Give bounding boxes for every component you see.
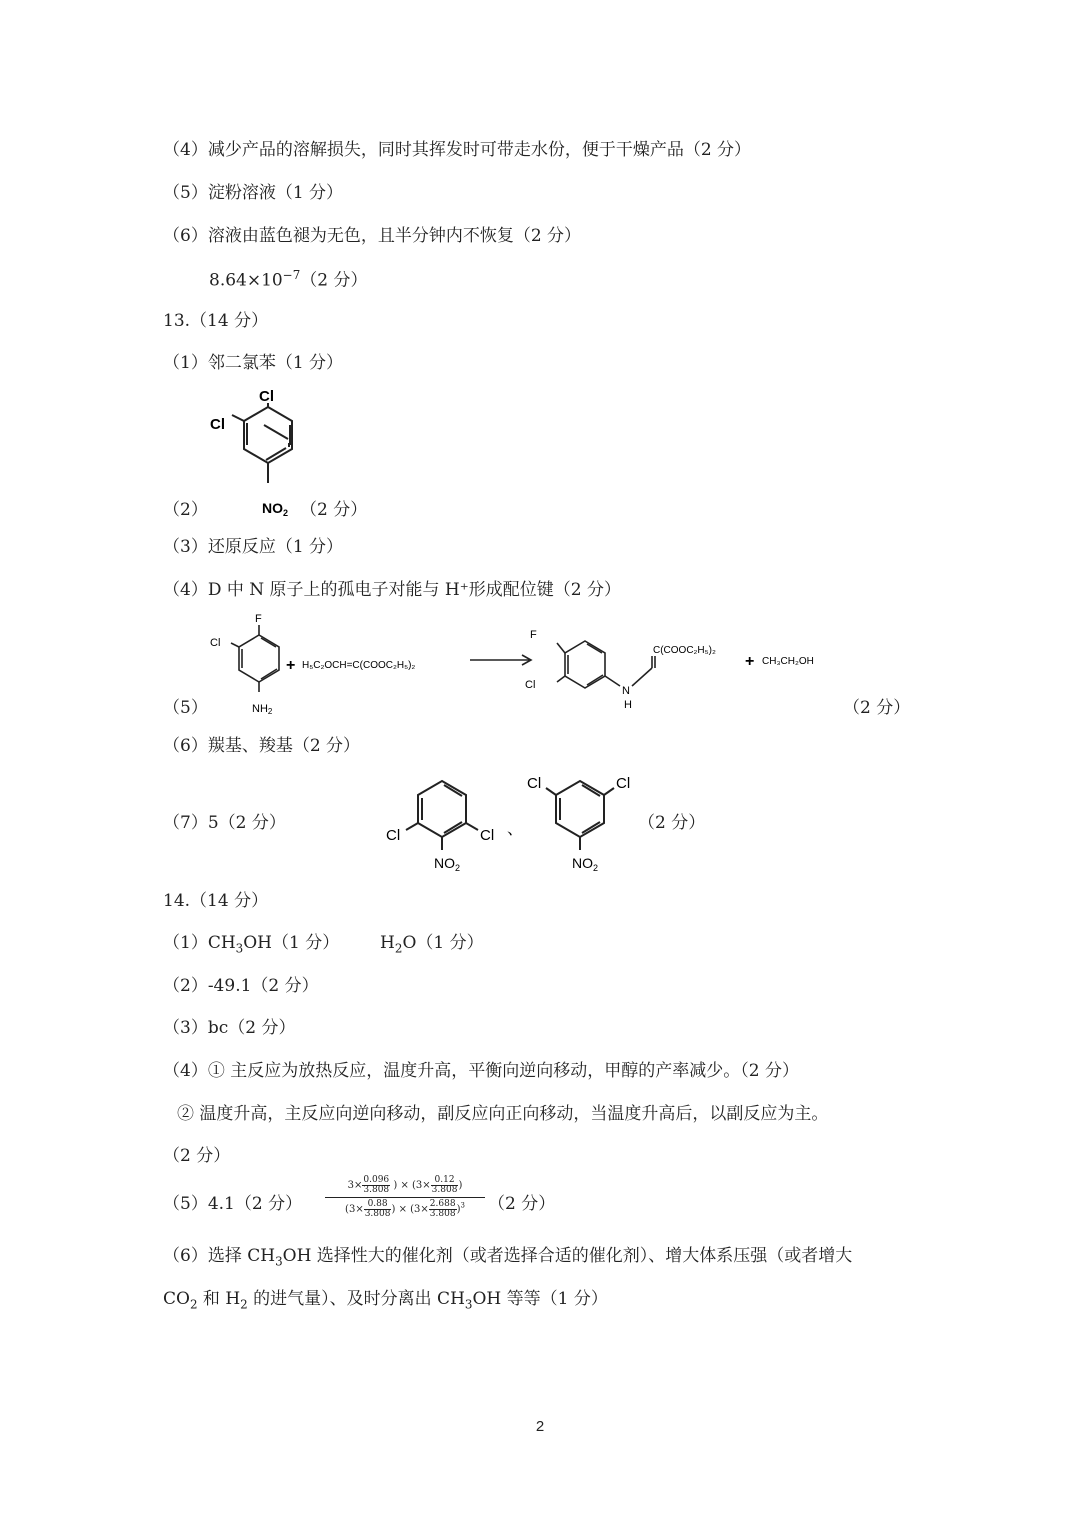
subscript-2: 2 (394, 941, 403, 956)
f-label-reactant: F (255, 613, 262, 625)
cl-label-left: Cl (210, 416, 225, 433)
question-14-header: 14.（14 分） (163, 891, 269, 911)
no2-label: $NO_2$ (262, 500, 289, 518)
answer-13-7-score: （2 分） (638, 813, 706, 833)
answer-14-1 (163, 933, 484, 956)
n-label-product: N (622, 685, 630, 697)
answer-14-4-3: （2 分） (163, 1146, 231, 1166)
cl-label-reactant: Cl (210, 637, 221, 649)
reagent-formula: H₅C₂OCH=C(COOC₂H₅)₂ (302, 660, 416, 671)
fraction-bar (325, 1197, 485, 1198)
answer-13-3: （3）还原反应（1 分） (163, 537, 344, 557)
answer-14-3: （3）bc（2 分） (163, 1018, 296, 1038)
answer-14-5-score: （2 分） (488, 1194, 556, 1214)
isomer2-no2: $NO_2$ (572, 855, 599, 873)
h-label-product: H (624, 699, 632, 711)
ch3oh-part-a: （1）CH (163, 933, 236, 953)
structure-dichloronitrobenzene (200, 385, 310, 520)
isomer2-cl-right: Cl (616, 775, 631, 792)
h2o-part-b: O（1 分） (402, 933, 484, 953)
isomer-structures (380, 768, 640, 876)
product-substituent: C(COOC₂H₅)₂ (653, 645, 716, 656)
h2o-part-a: H (380, 933, 395, 953)
answer-13-1: （1）邻二氯苯（1 分） (163, 353, 344, 373)
answer-12-6-value (209, 268, 368, 291)
answer-13-7: （7）5（2 分） (163, 813, 286, 833)
reaction-scheme (200, 608, 850, 718)
answer-13-5-score: （2 分） (843, 698, 911, 718)
answer-13-4: （4）D 中 N 原子上的孤电子对能与 H⁺形成配位键（2 分） (163, 580, 621, 600)
value-score: （2 分） (300, 270, 368, 291)
ch3oh-part-b: OH（1 分） (243, 933, 340, 953)
answer-13-5-label: （5） (163, 698, 208, 718)
answer-13-2-score: （2 分） (300, 500, 368, 520)
answer-14-2: （2）-49.1（2 分） (163, 976, 319, 996)
answer-12-5: （5）淀粉溶液（1 分） (163, 183, 344, 203)
answer-14-4-1: （4）① 主反应为放热反应，温度升高，平衡向逆向移动，甲醇的产率减少。（2 分） (163, 1061, 799, 1081)
expression-denominator: (3× $\frac{0.88}{3.808}$ ) × (3× $\frac{2.688}{3.808}$ )$^3$ (345, 1199, 465, 1219)
answer-13-2-label: （2） (163, 500, 208, 520)
cl-label-product: Cl (525, 679, 536, 691)
answer-14-5-label: （5）4.1（2 分） (163, 1194, 303, 1214)
answer-13-6: （6）羰基、羧基（2 分） (163, 736, 361, 756)
plus-sign-2: + (745, 653, 755, 670)
value-exponent: −7 (282, 268, 301, 282)
byproduct-formula: CH₃CH₂OH (762, 656, 814, 667)
isomer1-cl-left: Cl (386, 827, 401, 844)
equilibrium-constant-expression (325, 1176, 485, 1219)
answer-14-4-2: ② 温度升高，主反应向逆向移动，副反应向正向移动，当温度升高后，以副反应为主。 (177, 1104, 829, 1124)
nh2-label: NH2 (252, 703, 273, 716)
answer-14-6-line1: （6）选择 $CH_3OH$ 选择性大的催化剂（或者选择合适的催化剂）、增大体系压强（或者增大 (163, 1246, 853, 1269)
isomer-separator: 、 (507, 821, 524, 838)
question-13-header: 13.（14 分） (163, 311, 269, 331)
cl-label-top: Cl (259, 388, 274, 405)
isomer1-cl-right: Cl (480, 827, 495, 844)
page-number: 2 (535, 1418, 545, 1435)
answer-14-6-line2: $CO_2$ 和 $H_2$ 的进气量）、及时分离出 $CH_3OH$ 等等（1 分） (163, 1289, 608, 1312)
expression-numerator: 3× $\frac{0.096}{3.808}$ ) × (3× $\frac{0.12}{3.808}$ ) (347, 1175, 463, 1195)
isomer1-no2: $NO_2$ (434, 855, 461, 873)
answer-12-6: （6）溶液由蓝色褪为无色，且半分钟内不恢复（2 分） (163, 226, 582, 246)
plus-sign-1: + (286, 657, 296, 674)
f-label-product: F (530, 629, 537, 641)
isomer2-cl-left: Cl (527, 775, 542, 792)
subscript-3: 3 (235, 941, 244, 956)
value-base: 8.64×10 (209, 270, 283, 291)
answer-12-4: （4）减少产品的溶解损失，同时其挥发时可带走水份，便于干燥产品（2 分） (163, 140, 752, 160)
